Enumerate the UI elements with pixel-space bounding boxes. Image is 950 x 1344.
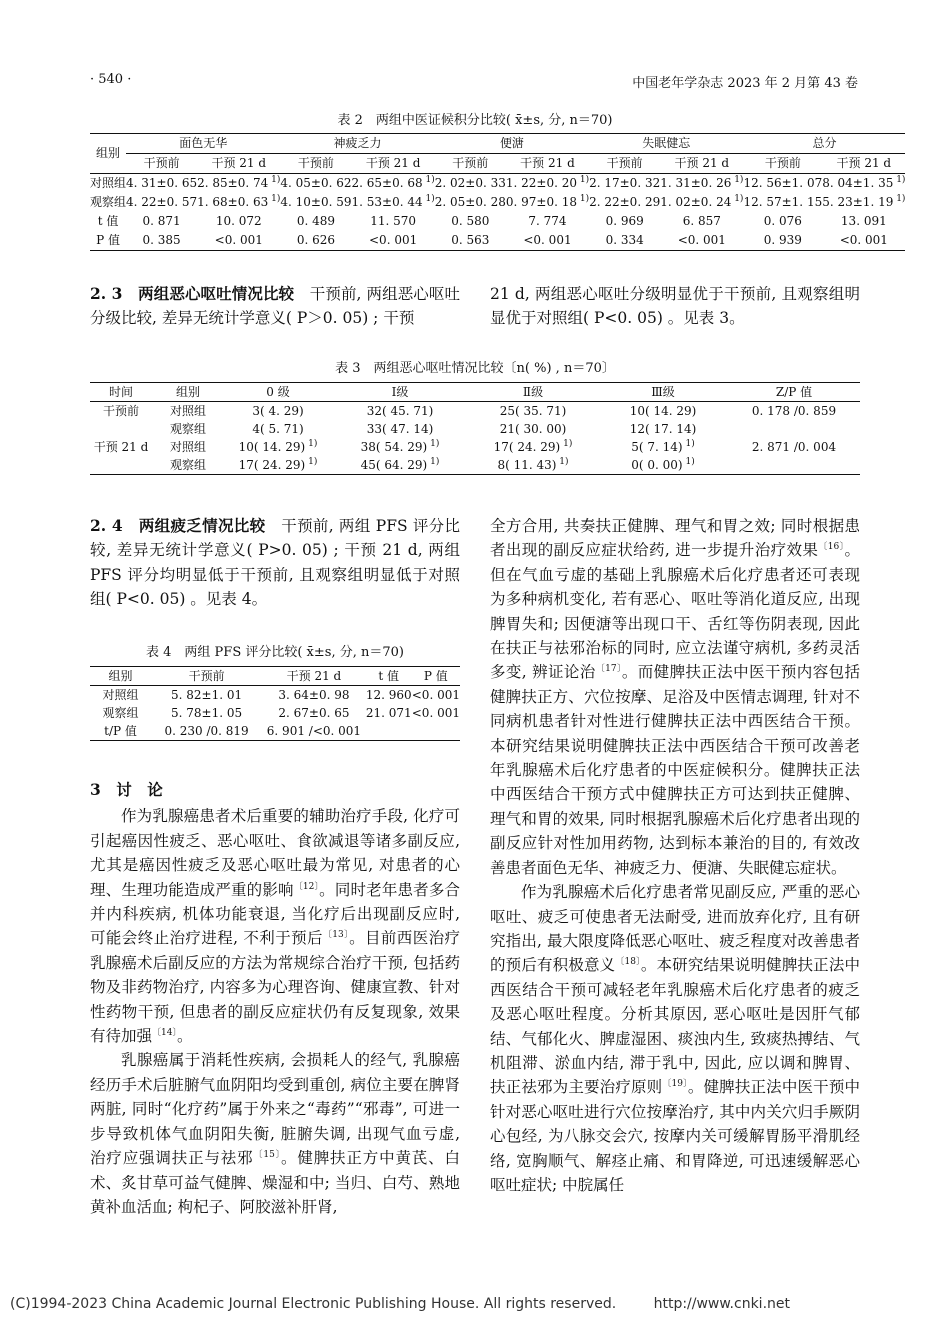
table-cell: 4. 31±0. 65: [126, 176, 198, 190]
text-run: 。而健脾扶正法中医干预内容包括健脾扶正方、穴位按摩、足浴及中医情志调理, 针对不同病机患者针对性进行健脾扶正法中西医结合干预。本研究结果说明健脾扶正法中西医结合干预可改善老年乳腺癌术后化疗患者的中医症候积分。健脾扶正法中西医结合干预方式中健脾扶正方可达到扶正健脾、理气和胃的效果, 同时根据乳腺癌术后化疗患者出现的副反应针对性加用药物, 达到标本兼治的目的, 有效改善患者面色无华、神疲乏力、便溏、失眠健忘症状。: [490, 663, 861, 877]
table-cell: 2. 22±0. 29: [589, 195, 661, 209]
table-cell: 38( 54. 29) $^{1)}$: [360, 439, 440, 454]
table3: [90, 382, 860, 475]
ref-16: 〔16〕: [818, 542, 845, 553]
ref-17: 〔17〕: [595, 664, 622, 675]
table-cell: <0. 001: [369, 233, 418, 247]
copyright-footer: (C)1994-2023 China Academic Journal Electronic Publishing House. All rights reserved.: [10, 1296, 617, 1312]
footnote-marker: 1): [893, 194, 906, 204]
table-cell: 1. 53±0. 44 $^{1)}$: [351, 194, 435, 209]
text-run: 。健脾扶正方中黄芪、白术、炙甘草可益气健脾、燥湿和中; 当归、白芍、熟地黄补血活血; 枸杞子、阿胶滋补肝肾,: [90, 1149, 460, 1216]
table-cell: 5( 7. 14) $^{1)}$: [631, 439, 695, 454]
section-3-heading: 3 讨 论: [90, 780, 163, 799]
table2-colgroup: 失眠健忘: [589, 134, 743, 154]
table-row: [90, 438, 860, 456]
table2-colgroup: 面色无华: [126, 134, 280, 154]
table-cell: 32( 45. 71): [366, 404, 434, 418]
footnote-marker: 1): [268, 175, 281, 185]
row-group: 对照组: [169, 404, 206, 418]
footnote-marker: 1): [305, 457, 318, 467]
table-cell: 10. 072: [215, 214, 262, 228]
table-row: [90, 722, 460, 741]
table-cell: [366, 722, 412, 741]
table4-header: 组别: [108, 669, 133, 683]
section-3-left: [90, 778, 460, 1219]
table-cell: 2. 17±0. 32: [589, 176, 661, 190]
table2-subheader: 干预前: [764, 156, 801, 170]
table-cell: 11. 570: [370, 214, 417, 228]
text-run: 。目前西医治疗乳腺癌术后副反应的方法为常规综合治疗干预, 包括药物及非药物治疗, 内容多为心理咨询、健康宣教、针对性药物干预, 但患者的副反应症状仍有反复现象, 效果有待加强: [90, 929, 460, 1046]
table-cell: 0. 230 /0. 819: [164, 724, 249, 738]
table-cell: 12. 57±1. 15: [743, 195, 823, 209]
footnote-marker: 1): [576, 175, 590, 185]
table-cell: 2. 05±0. 28: [434, 195, 506, 209]
table2-subheader: 干预 21 d: [365, 156, 421, 170]
table-cell: 0. 334: [605, 233, 644, 247]
table-row: [90, 686, 460, 705]
row-time: [90, 420, 152, 438]
discussion-paragraph-1: [90, 804, 460, 1048]
discussion-paragraph-3: [490, 880, 860, 1197]
table4-header: P 值: [423, 669, 448, 683]
table-cell: 1. 02±0. 24 $^{1)}$: [660, 194, 744, 209]
table-row: [90, 212, 905, 231]
table-cell: 6. 901 /<0. 001: [266, 724, 362, 738]
footnote-marker: 1): [268, 194, 281, 204]
footnote-marker: 1): [305, 439, 318, 449]
table-cell: 4. 10±0. 59: [280, 195, 352, 209]
table-cell: 观察组: [102, 706, 139, 720]
zp-cell: 0. 178 /0. 859: [751, 404, 837, 418]
table3-header: 组别: [175, 385, 200, 399]
table-cell: 0. 626: [296, 233, 336, 247]
table-cell: 5. 78±1. 05: [171, 706, 243, 720]
footnote-marker: 1): [893, 175, 906, 185]
table-cell: 12. 56±1. 07: [743, 176, 823, 190]
table-cell: <0. 001: [677, 233, 726, 247]
table3-header: Z/P 值: [775, 385, 813, 399]
footnote-marker: 1): [682, 439, 695, 449]
row-group: 观察组: [169, 458, 206, 472]
table-cell: <0. 001: [214, 233, 263, 247]
table-cell: 8( 11. 43) $^{1)}$: [497, 457, 569, 472]
cnki-link[interactable]: http://www.cnki.net: [653, 1296, 790, 1312]
table2-subheader: 干预前: [143, 156, 180, 170]
table-cell: 12( 17. 14): [629, 422, 697, 436]
discussion-paragraph-2-cont: [490, 514, 860, 880]
zp-cell: [728, 456, 860, 475]
page-number: · 540 ·: [90, 72, 132, 87]
row-label: P 值: [96, 233, 120, 247]
table-cell: <0. 001: [411, 706, 460, 720]
table-cell: 0. 871: [142, 214, 181, 228]
row-time: [90, 456, 152, 475]
table-cell: 0. 076: [763, 214, 802, 228]
section-2-4-heading: 2. 4 两组疲乏情况比较: [90, 516, 266, 535]
zp-cell: 2. 871 /0. 004: [751, 440, 837, 454]
table-row: [90, 704, 460, 722]
zp-cell: [728, 420, 860, 438]
footnote-marker: 1): [560, 439, 573, 449]
table2-colgroup: 总分: [743, 134, 905, 154]
table-cell: 45( 64. 29) $^{1)}$: [360, 457, 440, 472]
table2: [90, 133, 905, 251]
footnote-marker: 1): [682, 457, 695, 467]
table-cell: 0. 563: [451, 233, 490, 247]
table2-subheader: 干预 21 d: [836, 156, 892, 170]
section-2-3-text-cont: 21 d, 两组恶心呕吐分级明显优于干预前, 且观察组明显优于对照组( P<0. 05) 。见表 3。: [490, 285, 860, 328]
footnote-marker: 1): [422, 194, 435, 204]
table2-subheader: 干预 21 d: [211, 156, 267, 170]
table2-subheader: 干预前: [606, 156, 643, 170]
section-2-3-left: [90, 282, 460, 331]
table-cell: <0. 001: [839, 233, 888, 247]
table4-caption: 表 4 两组 PFS 评分比较( x̄±s, 分, n＝70): [146, 645, 404, 660]
discussion-paragraph-2: [90, 1048, 460, 1219]
text-run: 作为乳腺癌术后化疗患者常见副反应, 严重的恶心呕吐、疲乏可使患者无法耐受, 进而放弃化疗, 且有研究指出, 最大限度降低恶心呕吐、疲乏程度对改善患者的预后有积极意义: [490, 883, 860, 975]
table-cell: 4. 22±0. 57: [126, 195, 198, 209]
section-2-3-heading: 2. 3 两组恶心呕吐情况比较: [90, 284, 295, 303]
row-label: 观察组: [90, 195, 127, 209]
table-cell: 5. 82±1. 01: [171, 688, 243, 702]
footnote-marker: 1): [576, 194, 590, 204]
table3-header: Ⅲ级: [651, 385, 675, 399]
ref-14: 〔14〕: [152, 1027, 177, 1038]
footnote-marker: 1): [556, 457, 569, 467]
table2-subheader: 干预 21 d: [520, 156, 575, 170]
table4: [90, 666, 460, 741]
table-cell: 2. 02±0. 33: [434, 176, 506, 190]
table3-header: 时间: [108, 385, 133, 399]
table-cell: 25( 35. 71): [499, 404, 567, 418]
row-time: 干预 21 d: [93, 440, 149, 454]
table2-subheader: 干预 21 d: [674, 156, 730, 170]
table2-subheader: 干预前: [297, 156, 334, 170]
table-row: [90, 456, 860, 475]
table-cell: 6. 857: [682, 214, 721, 228]
table-row: [90, 402, 860, 421]
text-run: 。同时老年患者多合并内科疾病, 机体功能衰退, 当化疗后出现副反应时, 可能会终止治疗进程, 不利于预后: [90, 880, 460, 948]
table-cell: 3. 64±0. 98: [278, 688, 350, 702]
table-cell: [412, 722, 460, 741]
table-cell: 10( 14. 29): [629, 404, 697, 418]
table-cell: 0. 385: [142, 233, 181, 247]
table-cell: 4. 05±0. 62: [280, 176, 352, 190]
ref-18: 〔18〕: [615, 957, 641, 968]
table-cell: 0. 969: [605, 214, 644, 228]
journal-header: 中国老年学杂志 2023 年 2 月第 43 卷: [632, 76, 858, 91]
table-row: [90, 231, 905, 251]
table2-colgroup: 便溏: [435, 134, 589, 154]
table4-header: 干预 21 d: [286, 669, 342, 683]
footnote-marker: 1): [427, 439, 440, 449]
footnote-marker: 1): [731, 175, 744, 185]
table-cell: 2. 67±0. 65: [278, 706, 350, 720]
text-run: 全方合用, 共奏扶正健脾、理气和胃之效; 同时根据患者出现的副反应症状给药, 进一步提升治疗效果: [490, 517, 860, 560]
section-2-3-right: [490, 282, 860, 331]
table-cell: 3( 4. 29): [252, 404, 304, 418]
table-cell: 2. 85±0. 74 $^{1)}$: [197, 175, 281, 190]
table2-colgroup: 神疲乏力: [280, 134, 434, 154]
table-cell: 12. 960: [365, 688, 412, 702]
text-run: 。: [176, 1027, 193, 1046]
table-cell: 0. 97±0. 18 $^{1)}$: [505, 194, 590, 209]
row-group: 观察组: [169, 422, 206, 436]
table4-header: t 值: [378, 669, 400, 683]
table-cell: <0. 001: [411, 688, 460, 702]
table-cell: 21( 30. 00): [499, 422, 567, 436]
table-cell: t/P 值: [104, 724, 137, 738]
footnote-marker: 1): [427, 457, 440, 467]
ref-19: 〔19〕: [662, 1079, 688, 1090]
ref-15: 〔15〕: [253, 1149, 281, 1160]
text-run: 。本研究结果说明健脾扶正法中西医结合干预可减轻老年乳腺癌术后化疗患者的疲乏及恶心呕吐程度。分析其原因, 恶心呕吐是因肝气郁结、气郁化火、脾虚湿困、痰浊内生, 致痰热搏结、气机阻滞、淤血内结, 滞于乳中, 因此, 应以调和脾胃、扶正祛邪为主要治疗原则: [490, 956, 860, 1097]
table2-caption: 表 2 两组中医证候积分比较( x̄±s, 分, n＝70): [337, 113, 613, 128]
table-cell: 0. 580: [451, 214, 490, 228]
table-cell: 0( 0. 00) $^{1)}$: [631, 457, 695, 472]
text-run: 。健脾扶正法中医干预中针对恶心呕吐进行穴位按摩治疗, 其中内关穴归手厥阴心包经, 为八脉交会穴, 按摩内关可缓解胃肠平滑肌经络, 宽胸顺气、解痉止痛、和胃降逆, 可迅速缓解恶心呕吐症状; 中脘属任: [490, 1078, 860, 1194]
table-row: [90, 174, 905, 194]
table3-header: 0 级: [266, 385, 290, 399]
table-cell: 1. 22±0. 20 $^{1)}$: [505, 175, 590, 190]
text-run: 。但在气血亏虚的基础上乳腺癌术后化疗患者还可表现为多种病机变化, 若有恶心、呕吐等消化道反应, 出现脾胃失和; 因便溏等出现口干、舌红等伤阴表现, 因此在扶正与祛邪治标的同时, 应立法谨守病机, 多药灵活多变, 辨证论治: [490, 541, 861, 682]
table-cell: 1. 68±0. 63 $^{1)}$: [197, 194, 281, 209]
footnote-marker: 1): [731, 194, 744, 204]
section-3-right: [490, 514, 860, 1197]
text-run: 乳腺癌属于消耗性疾病, 会损耗人的经气, 乳腺癌经历手术后脏腑气血阴阳均受到重创, 病位主要在脾肾两脏, 同时“化疗药”属于外来之“毒药”“邪毒”, 可进一步导致机体气血阴阳失衡, 脏腑失调, 出现气血亏虚, 治疗应强调扶正与祛邪: [90, 1051, 460, 1168]
table-cell: 33( 47. 14): [366, 422, 434, 436]
section-2-4: [90, 514, 460, 612]
table3-header: Ⅱ级: [522, 385, 544, 399]
section-2-4-text: 干预前, 两组 PFS 评分比较, 差异无统计学意义( P>0. 05) ; 干预 21 d, 两组 PFS 评分均明显低于干预前, 且观察组明显低于对照组( P<0. 05) 。见表 4。: [90, 517, 460, 609]
table-cell: 1. 31±0. 26 $^{1)}$: [660, 175, 744, 190]
text-run: 作为乳腺癌患者术后重要的辅助治疗手段, 化疗可引起癌因性疲乏、恶心呕吐、食欲减退等诸多副反应, 尤其是癌因性疲乏及恶心呕吐最为常见, 对患者的心理、生理功能造成严重的影响: [90, 807, 460, 899]
table-cell: 5. 23±1. 19 $^{1)}$: [822, 194, 906, 209]
table-cell: 17( 24. 29) $^{1)}$: [493, 439, 573, 454]
table4-header: 干预前: [188, 669, 225, 683]
row-group: 对照组: [169, 440, 206, 454]
section-2-3-text: 干预前, 两组恶心呕吐分级比较, 差异无统计学意义( P＞0. 05) ; 干预: [90, 285, 460, 328]
table-cell: 2. 65±0. 68 $^{1)}$: [351, 175, 435, 190]
table-cell: 0. 489: [296, 214, 336, 228]
footnote-marker: 1): [422, 175, 435, 185]
table-cell: 4( 5. 71): [252, 422, 304, 436]
table-cell: 21. 071: [365, 706, 412, 720]
table2-group-header: 组别: [96, 146, 121, 160]
table3-caption: 表 3 两组恶心呕吐情况比较〔n( %) , n＝70〕: [335, 361, 615, 376]
table-cell: 8. 04±1. 35 $^{1)}$: [822, 175, 906, 190]
row-label: 对照组: [90, 176, 127, 190]
table2-subheader: 干预前: [452, 156, 489, 170]
table-cell: 7. 774: [528, 214, 567, 228]
table-cell: 17( 24. 29) $^{1)}$: [238, 457, 318, 472]
table-cell: 13. 091: [840, 214, 887, 228]
table-cell: 对照组: [102, 688, 139, 702]
row-time: 干预前: [102, 404, 139, 418]
row-label: t 值: [97, 214, 119, 228]
table-cell: 10( 14. 29) $^{1)}$: [238, 439, 318, 454]
table3-header: Ⅰ级: [391, 385, 409, 399]
ref-12: 〔12〕: [293, 881, 320, 892]
table-cell: <0. 001: [523, 233, 572, 247]
table-row: [90, 420, 860, 438]
table-cell: 0. 939: [763, 233, 802, 247]
table-row: [90, 193, 905, 212]
ref-13: 〔13〕: [322, 930, 350, 941]
